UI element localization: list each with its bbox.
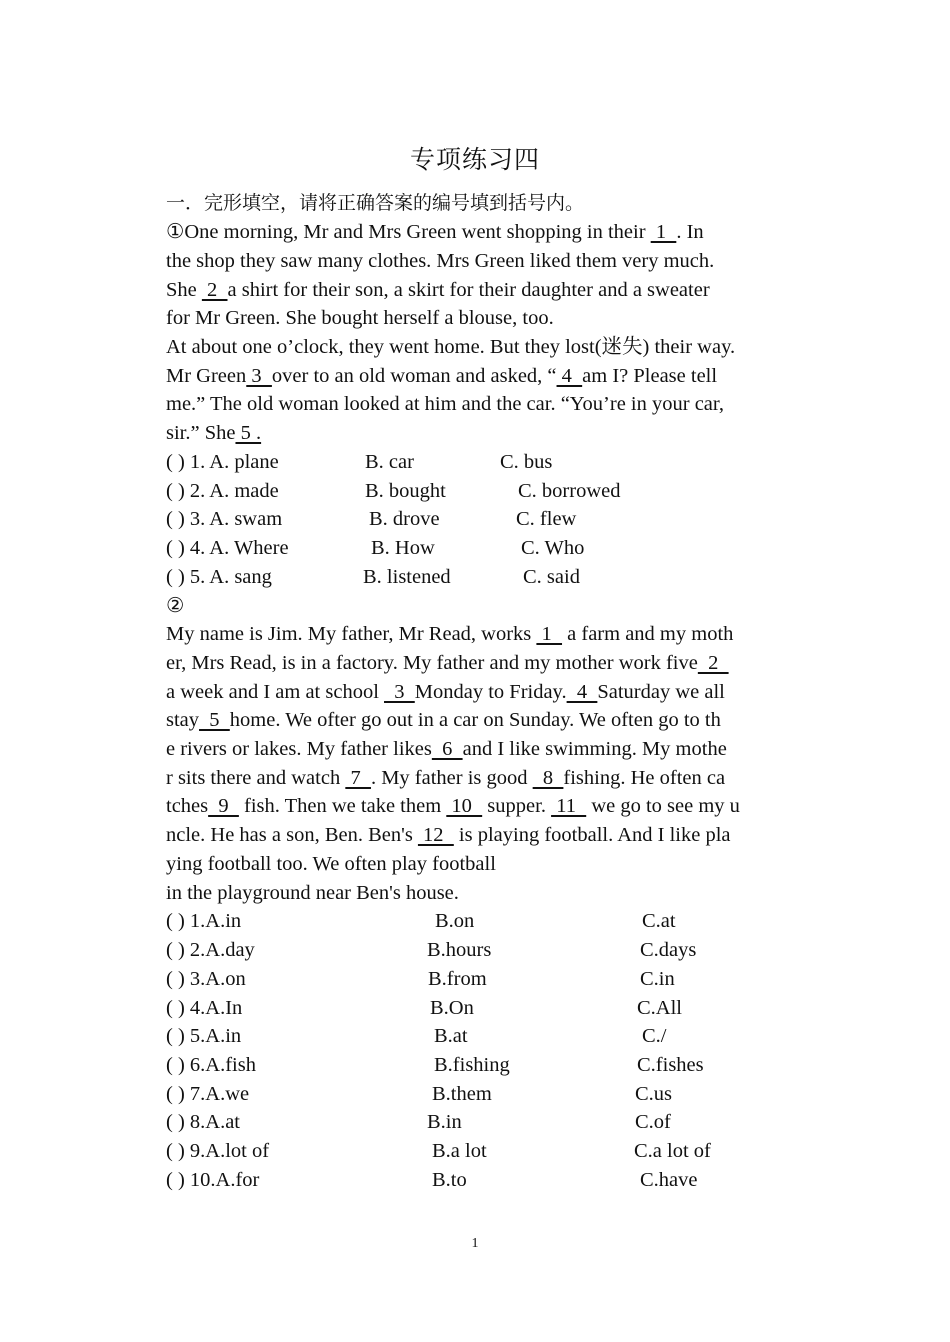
passage2-line — [166, 678, 725, 706]
passage-text: fishing. He often ca — [563, 767, 726, 789]
question-row — [166, 907, 676, 935]
question-option-b: B.hours — [427, 939, 492, 961]
passage-text: Mr Green — [166, 365, 247, 387]
passage-text: . My father is good — [370, 767, 533, 789]
question-option-a: ( ) 8.A.at — [166, 1111, 241, 1133]
blank-1: 1 — [650, 221, 677, 243]
question-option-b: B.them — [432, 1083, 492, 1105]
blank-4: 4 — [556, 365, 583, 387]
passage2-marker: ② — [166, 595, 185, 617]
blank-10: 10 — [446, 795, 483, 817]
question-option-b: B.in — [427, 1111, 462, 1133]
passage-text: is playing football. And I like pla — [453, 824, 731, 846]
question-option-b: B.On — [430, 997, 474, 1019]
passage-text: am I? Please tell — [582, 365, 718, 387]
question-option-a: ( ) 3.A.on — [166, 968, 246, 990]
question-option-a: ( ) 1. A. plane — [166, 451, 279, 473]
passage2-line — [166, 649, 729, 677]
question-option-c: C. borrowed — [518, 480, 621, 502]
question-option-a: ( ) 6.A.fish — [166, 1054, 256, 1076]
passage1-line: the shop they saw many clothes. Mrs Green liked them very much. — [166, 250, 715, 272]
passage1-line — [166, 362, 717, 390]
question-option-c: C.days — [640, 939, 697, 961]
page-number: 1 — [471, 1236, 479, 1251]
question-option-c: C.us — [635, 1083, 673, 1105]
passage-text: er, Mrs Read, is in a factory. My father and my mother work five — [166, 652, 698, 674]
question-option-b: B.on — [435, 910, 475, 932]
question-row — [166, 1137, 711, 1165]
passage-text: r sits there and watch — [166, 767, 346, 789]
blank-2: 2 — [697, 652, 729, 674]
question-option-c: C.fishes — [637, 1054, 704, 1076]
passage-text: e rivers or lakes. My father likes — [166, 738, 432, 760]
passage2-line: in the playground near Ben's house. — [166, 882, 459, 904]
question-option-b: B.at — [434, 1025, 468, 1047]
passage1-line: me.” The old woman looked at him and the car. “You’re in your car, — [166, 393, 725, 415]
question-option-c: C.have — [640, 1169, 698, 1191]
question-option-c: C. flew — [516, 508, 577, 530]
question-row — [166, 505, 577, 533]
passage2-line — [166, 821, 731, 849]
passage-text: over to an old woman and asked, “ — [271, 365, 557, 387]
question-row — [166, 477, 621, 505]
question-row — [166, 1080, 673, 1108]
blank-5: 5 . — [235, 422, 262, 444]
passage-text: and I like swimming. My mothe — [462, 738, 727, 760]
question-option-c: C. said — [523, 566, 580, 588]
question-option-a: ( ) 10.A.for — [166, 1169, 260, 1191]
question-row — [166, 1166, 698, 1194]
question-option-c: C.of — [635, 1111, 671, 1133]
question-option-a: ( ) 1.A.in — [166, 910, 242, 932]
blank-12: 12 — [417, 824, 454, 846]
question-option-c: C.All — [637, 997, 682, 1019]
blank-2: 2 — [201, 279, 228, 301]
question-option-c: C./ — [642, 1025, 667, 1047]
passage2-line — [166, 764, 725, 792]
passage-text: a week and I am at school — [166, 681, 385, 703]
passage2-line — [166, 735, 727, 763]
question-row — [166, 965, 675, 993]
question-option-a: ( ) 2. A. made — [166, 480, 279, 502]
passage2-line: ying football too. We often play football — [166, 853, 496, 875]
question-option-a: ( ) 2.A.day — [166, 939, 255, 961]
question-option-a: ( ) 5. A. sang — [166, 566, 272, 588]
passage-text: stay — [166, 709, 200, 731]
question-option-a: ( ) 9.A.lot of — [166, 1140, 270, 1162]
question-option-c: C.in — [640, 968, 675, 990]
blank-11: 11 — [551, 795, 587, 817]
blank-9: 9 — [208, 795, 239, 817]
passage-text: Saturday we all — [597, 681, 725, 703]
passage1-line: At about one o’clock, they went home. But they lost(迷失) their way. — [166, 336, 736, 358]
question-option-b: B. How — [371, 537, 435, 559]
question-option-b: B. bought — [365, 480, 446, 502]
passage-text: home. We ofter go out in a car on Sunday. We often go to th — [229, 709, 721, 731]
passage-text: we go to see my u — [586, 795, 740, 817]
blank-8: 8 — [532, 767, 564, 789]
passage-text: supper. — [482, 795, 552, 817]
question-option-c: C. bus — [500, 451, 553, 473]
question-option-a: ( ) 7.A.we — [166, 1083, 250, 1105]
question-row — [166, 936, 697, 964]
question-option-c: C. Who — [521, 537, 585, 559]
passage-text: a farm and my moth — [562, 623, 734, 645]
passage1-line — [166, 218, 704, 246]
page-title: 专项练习四 — [409, 145, 540, 174]
blank-5: 5 — [199, 709, 230, 731]
passage1-line: for Mr Green. She bought herself a blouse, too. — [166, 307, 554, 329]
blank-7: 7 — [345, 767, 371, 789]
question-option-b: B.a lot — [432, 1140, 487, 1162]
question-row — [166, 1051, 704, 1079]
question-row — [166, 1022, 667, 1050]
question-option-b: B. listened — [363, 566, 451, 588]
question-option-a: ( ) 3. A. swam — [166, 508, 283, 530]
question-option-c: C.a lot of — [634, 1140, 711, 1162]
question-option-a: ( ) 4.A.In — [166, 997, 243, 1019]
blank-3: 3 — [384, 681, 415, 703]
passage2-line — [166, 620, 733, 648]
question-row — [166, 1108, 671, 1136]
passage-text: a shirt for their son, a skirt for their daughter and a sweater — [227, 279, 710, 301]
blank-1: 1 — [536, 623, 563, 645]
section-heading: 一．完形填空，请将正确答案的编号填到括号内。 — [166, 192, 585, 214]
question-row — [166, 448, 553, 476]
passage-text: . In — [676, 221, 704, 243]
question-option-a: ( ) 4. A. Where — [166, 537, 289, 559]
passage2-line — [166, 792, 740, 820]
question-option-a: ( ) 5.A.in — [166, 1025, 242, 1047]
blank-3: 3 — [246, 365, 272, 387]
question-row — [166, 534, 585, 562]
question-option-c: C.at — [642, 910, 676, 932]
passage-text: ncle. He has a son, Ben. Ben's — [166, 824, 418, 846]
passage1-line — [166, 419, 261, 447]
passage-text: tches — [166, 795, 209, 817]
passage-text: sir.” She — [166, 422, 236, 444]
question-option-b: B. drove — [369, 508, 440, 530]
question-option-b: B.from — [428, 968, 487, 990]
question-row — [166, 994, 682, 1022]
passage-text: ①One morning, Mr and Mrs Green went shopping in their — [166, 221, 651, 243]
passage-text: Monday to Friday. — [414, 681, 567, 703]
question-option-b: B.fishing — [434, 1054, 510, 1076]
passage-text: fish. Then we take them — [238, 795, 447, 817]
question-option-b: B.to — [432, 1169, 467, 1191]
passage1-line — [166, 276, 710, 304]
passage2-line — [166, 706, 721, 734]
passage-text: She — [166, 279, 202, 301]
passage-text: My name is Jim. My father, Mr Read, works — [166, 623, 537, 645]
question-row — [166, 563, 580, 591]
blank-4: 4 — [566, 681, 598, 703]
question-option-b: B. car — [365, 451, 414, 473]
blank-6: 6 — [431, 738, 463, 760]
